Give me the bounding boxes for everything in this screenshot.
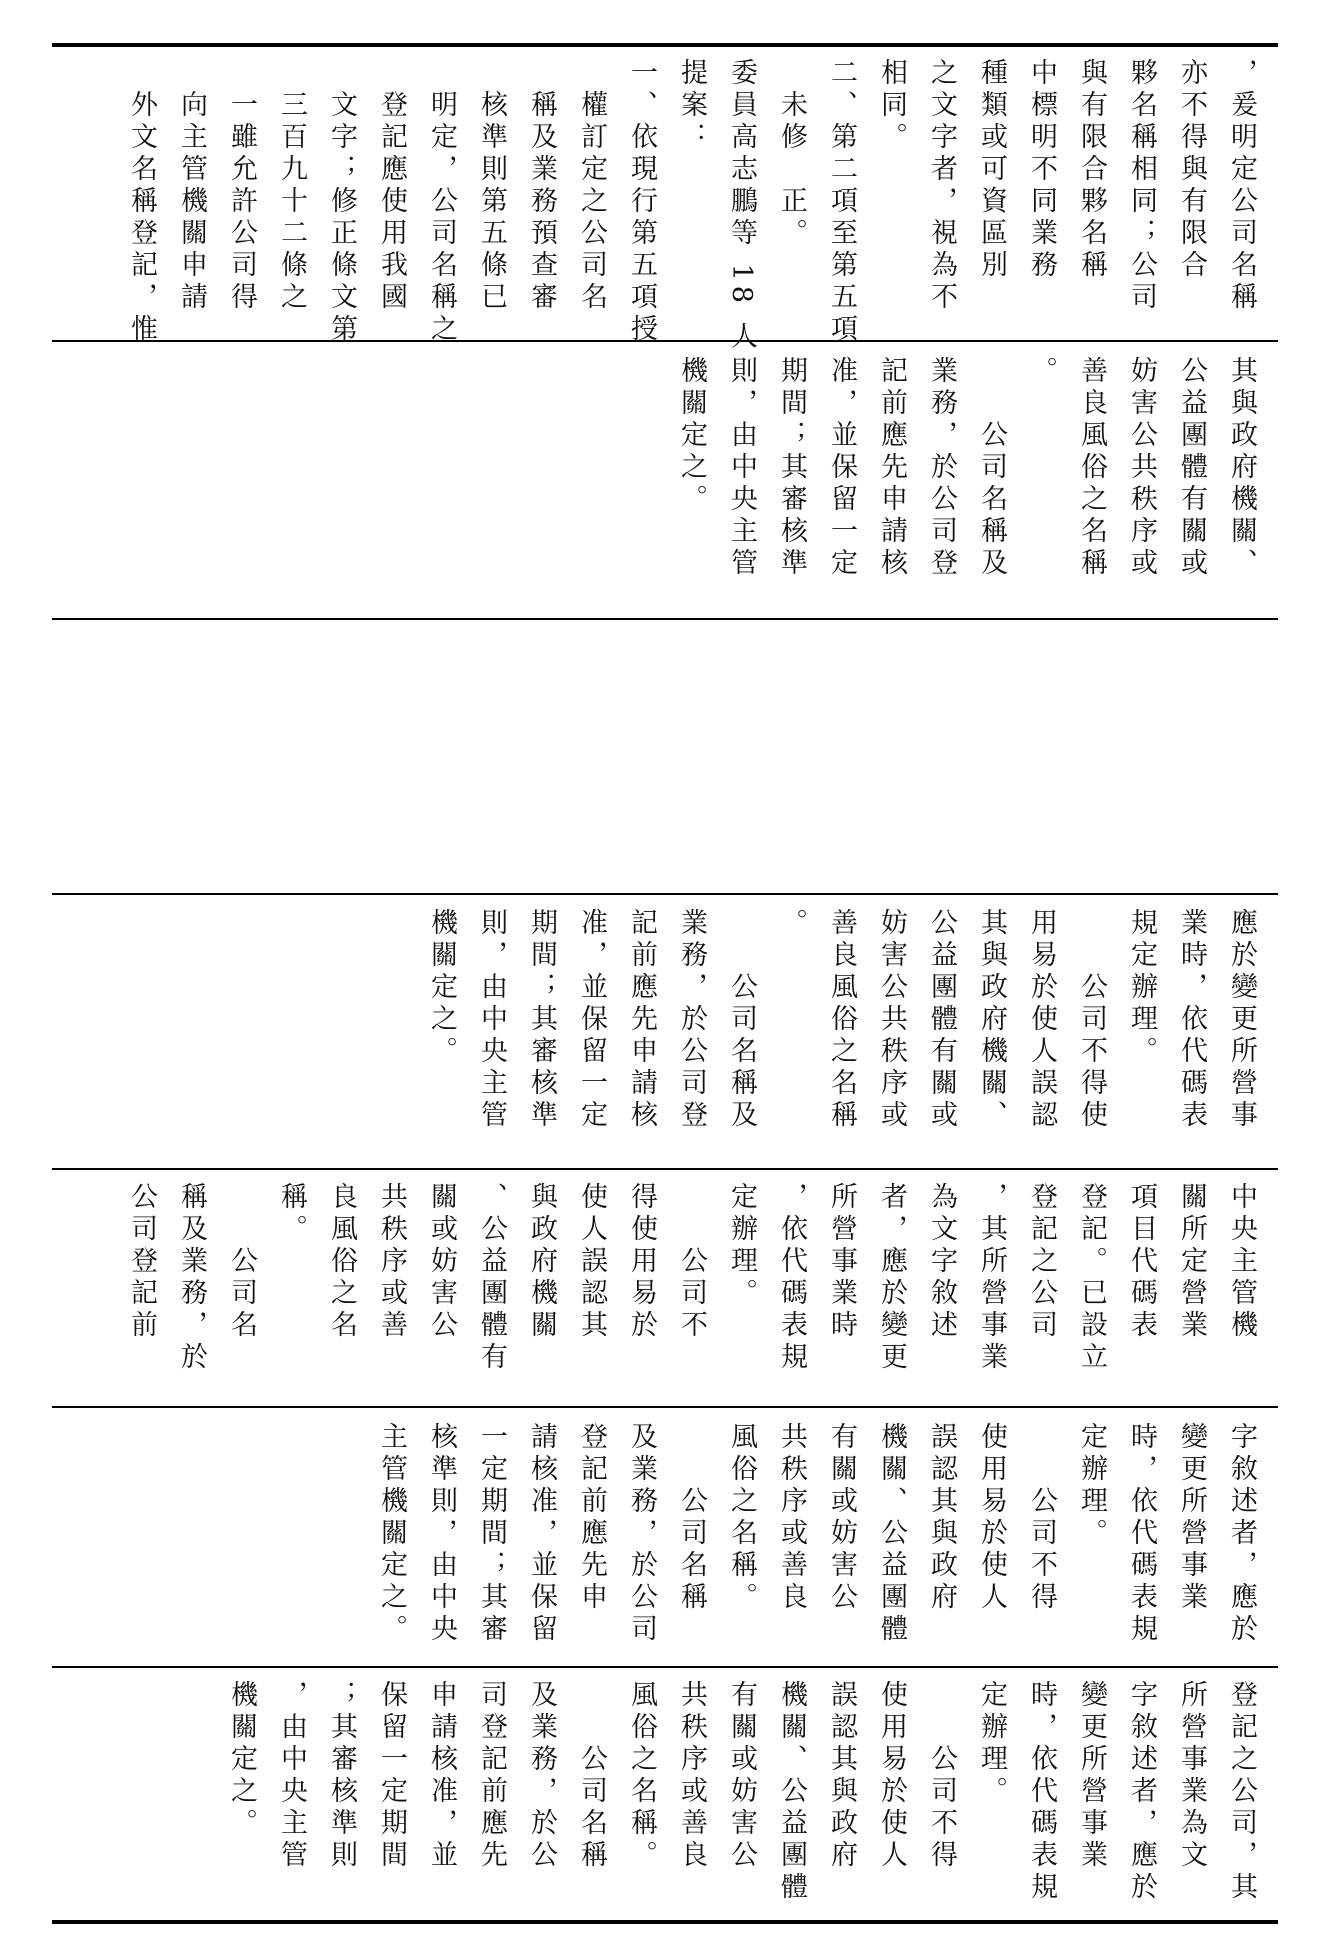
text-column: 登記之公司，其	[1226, 1680, 1257, 1904]
section-divider	[52, 1168, 1278, 1170]
section-divider	[52, 1666, 1278, 1668]
text-column: 有關或妨害公	[826, 1422, 857, 1614]
text-column: 業務，於公司登	[676, 908, 707, 1132]
text-column: 公司名稱及	[726, 908, 757, 1132]
text-column: 稱及業務預查審	[526, 58, 557, 314]
text-column: 時，依代碼表規	[1026, 1680, 1057, 1904]
text-column: 公益團體有關或	[1176, 356, 1207, 580]
text-column: 機關、公益團體	[776, 1680, 807, 1904]
text-column: 使用易於使人	[976, 1422, 1007, 1614]
text-column: 委員高志鵬等 18 人	[726, 58, 757, 354]
text-column: 登記前應先申	[576, 1422, 607, 1614]
text-column: 與政府機關	[526, 1182, 557, 1342]
text-column: 規定辦理。	[1126, 908, 1157, 1068]
text-column: 三百九十二條之	[276, 58, 307, 314]
text-column: 及業務，於公司	[626, 1422, 657, 1646]
text-column: 、公益團體有	[476, 1182, 507, 1374]
text-column: 妨害公共秩序或	[876, 908, 907, 1132]
text-column: 公司不得	[926, 1680, 957, 1872]
text-column: 准，並保留一定	[576, 908, 607, 1132]
text-column: 公司名稱	[676, 1422, 707, 1614]
section-3	[0, 634, 1321, 888]
text-column: 核準則，由中央	[426, 1422, 457, 1646]
text-column: 權訂定之公司名	[576, 58, 607, 314]
text-column: 良風俗之名	[326, 1182, 357, 1342]
text-column: 公司不	[676, 1182, 707, 1342]
text-column: 中央主管機	[1226, 1182, 1257, 1342]
section-divider	[52, 340, 1278, 342]
text-column: 機關定之。	[226, 1680, 257, 1840]
text-column: 公司不得使	[1076, 908, 1107, 1132]
text-column: 登記應使用我國	[376, 58, 407, 314]
section-1	[0, 58, 1321, 354]
text-column: 申請核准，並	[426, 1680, 457, 1872]
text-column: 主管機關定之。	[376, 1422, 407, 1646]
section-7	[0, 1680, 1321, 1914]
text-column: 未修 正。	[776, 58, 807, 250]
text-column: 請核准，並保留	[526, 1422, 557, 1646]
text-column: 之文字者，視為不	[926, 58, 957, 314]
text-column: 則，由中央主管	[726, 356, 757, 580]
text-column: 定辦理。	[976, 1680, 1007, 1808]
text-column: 種類或可資區別	[976, 58, 1007, 282]
text-column: 使用易於使人	[876, 1680, 907, 1872]
text-column: 善良風俗之名稱	[826, 908, 857, 1132]
text-column: 中標明不同業務	[1026, 58, 1057, 282]
text-column: 風俗之名稱。	[626, 1680, 657, 1872]
text-column: 字敘述者，應於	[1126, 1680, 1157, 1904]
text-column: 外文名稱登記，惟	[126, 58, 157, 346]
text-column: 記前應先申請核	[876, 356, 907, 580]
text-column: 其與政府機關、	[1226, 356, 1257, 580]
text-column: 所營事業為文	[1176, 1680, 1207, 1872]
text-column: 則，由中央主管	[476, 908, 507, 1132]
text-column: 應於變更所營事	[1226, 908, 1257, 1132]
text-column: 機關定之。	[426, 908, 457, 1068]
text-column: 期間；其審核準	[526, 908, 557, 1132]
text-column: 業時，依代碼表	[1176, 908, 1207, 1132]
section-5	[0, 1182, 1321, 1400]
text-column: 。	[1026, 356, 1057, 388]
text-column: 公司登記前	[126, 1182, 157, 1342]
section-2	[0, 356, 1321, 612]
text-column: 。	[776, 908, 807, 940]
text-column: 一定期間；其審	[476, 1422, 507, 1646]
text-column: 亦不得與有限合	[1176, 58, 1207, 282]
text-column: 明定，公司名稱之	[426, 58, 457, 346]
text-column: ，依代碼表規	[776, 1182, 807, 1374]
text-column: 提案：	[676, 58, 707, 154]
text-column: 關或妨害公	[426, 1182, 457, 1342]
text-column: 有關或妨害公	[726, 1680, 757, 1872]
text-column: 期間；其審核準	[776, 356, 807, 580]
text-column: 誤認其與政府	[826, 1680, 857, 1872]
text-column: 變更所營事業	[1076, 1680, 1107, 1872]
text-column: 向主管機關申請	[176, 58, 207, 314]
text-column: 相同。	[876, 58, 907, 154]
text-column: 業務，於公司登	[926, 356, 957, 580]
text-column: 稱。	[276, 1182, 307, 1246]
text-column: 及業務，於公	[526, 1680, 557, 1872]
text-column: 風俗之名稱。	[726, 1422, 757, 1614]
text-column: 公司名稱及	[976, 356, 1007, 580]
text-column: 公司名稱	[576, 1680, 607, 1872]
text-column: 共秩序或善	[376, 1182, 407, 1342]
text-column: 使人誤認其	[576, 1182, 607, 1342]
text-column: 記前應先申請核	[626, 908, 657, 1132]
text-column: 登記之公司	[1026, 1182, 1057, 1342]
section-divider	[52, 618, 1278, 620]
text-column: 准，並保留一定	[826, 356, 857, 580]
text-column: 二、第二項至第五項	[826, 58, 857, 346]
text-column: ；其審核準則	[326, 1680, 357, 1872]
text-column: 變更所營事業	[1176, 1422, 1207, 1614]
text-column: 夥名稱相同；公司	[1126, 58, 1157, 314]
text-column: ，由中央主管	[276, 1680, 307, 1872]
text-column: 關所定營業	[1176, 1182, 1207, 1342]
text-column: 時，依代碼表規	[1126, 1422, 1157, 1646]
text-column: 司登記前應先	[476, 1680, 507, 1872]
text-column: 登記。已設立	[1076, 1182, 1107, 1374]
text-column: 公益團體有關或	[926, 908, 957, 1132]
text-column: 得使用易於	[626, 1182, 657, 1342]
text-column: 機關、公益團體	[876, 1422, 907, 1646]
text-column: 文字；修正條文第	[326, 58, 357, 346]
section-4	[0, 908, 1321, 1162]
text-column: 公司名	[226, 1182, 257, 1342]
text-column: 者，應於變更	[876, 1182, 907, 1374]
text-column: 誤認其與政府	[926, 1422, 957, 1614]
section-6	[0, 1422, 1321, 1660]
text-column: 字敘述者，應於	[1226, 1422, 1257, 1646]
text-column: 共秩序或善良	[676, 1680, 707, 1872]
text-column: 定辦理。	[726, 1182, 757, 1310]
text-column: 善良風俗之名稱	[1076, 356, 1107, 580]
text-column: 與有限合夥名稱	[1076, 58, 1107, 282]
top-border-rule	[52, 43, 1278, 47]
text-column: 項目代碼表	[1126, 1182, 1157, 1342]
text-column: 機關定之。	[676, 356, 707, 516]
text-column: 妨害公共秩序或	[1126, 356, 1157, 580]
text-column: ，爰明定公司名稱	[1226, 58, 1257, 314]
text-column: 一雖允許公司得	[226, 58, 257, 314]
bottom-border-rule	[52, 1920, 1278, 1924]
text-column: 保留一定期間	[376, 1680, 407, 1872]
text-column: 稱及業務，於	[176, 1182, 207, 1374]
text-column: 其與政府機關、	[976, 908, 1007, 1132]
text-column: ，其所營事業	[976, 1182, 1007, 1374]
section-divider	[52, 1406, 1278, 1408]
text-column: 公司不得	[1026, 1422, 1057, 1614]
text-column: 定辦理。	[1076, 1422, 1107, 1550]
text-column: 共秩序或善良	[776, 1422, 807, 1614]
text-column: 一、依現行第五項授	[626, 58, 657, 346]
text-column: 為文字敘述	[926, 1182, 957, 1342]
section-divider	[52, 893, 1278, 895]
text-column: 所營事業時	[826, 1182, 857, 1342]
text-column: 核準則第五條已	[476, 58, 507, 314]
text-column: 用易於使人誤認	[1026, 908, 1057, 1132]
